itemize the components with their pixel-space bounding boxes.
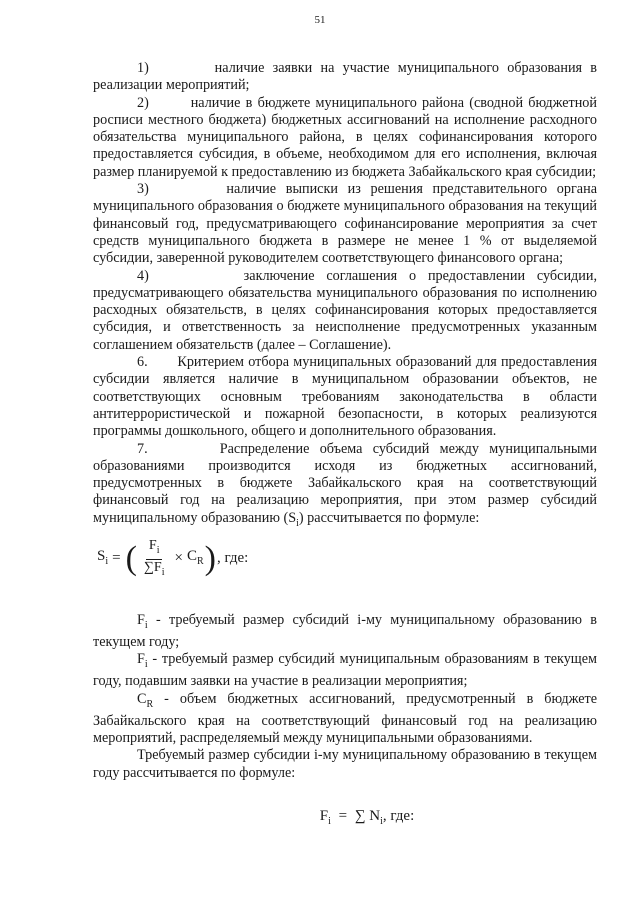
formula-equals: = — [112, 550, 121, 567]
document-body — [93, 60, 597, 830]
definition-fi: $F_i$ - требуемый размер субсидий i-му муниципальному образованию в текущем году; — [93, 611, 597, 650]
page-number: 51 — [314, 14, 326, 26]
paragraph-item-7-text: 7. Распределение объема субсидий между муниципальными образованиями производится исходя из бюджетных ассигнований, предусмотренных в бюджете Забайкальского края на соответствующий финансовый год на реализацию мероприятия, при этом размер субсидий муниципальному образованию (S — [93, 440, 597, 526]
formula-tail: , где: — [216, 550, 249, 567]
formula-required-size: $F_i$ = ∑ $N_i$, где: — [319, 808, 415, 827]
formula-numerator: $F_i$ — [146, 538, 163, 560]
formula-denominator: $\sum F_i$ — [143, 559, 165, 578]
formula-lhs: $S_i$ — [97, 547, 109, 567]
formula-subsidy — [93, 536, 597, 586]
formula-fraction — [141, 538, 168, 581]
definition-cr: $C_R$ - объем бюджетных ассигнований, предусмотренный в бюджете Забайкальского края на соответствующий финансовый год на реализацию мероприятий, распределяемый между муниципальными образованиями. — [93, 690, 597, 747]
formula-paren-left: ( — [125, 540, 137, 578]
paragraph-condition-2: 2) наличие в бюджете муниципального района (сводной бюджетной росписи местного бюджета) бюджетных ассигнований на исполнение расходного обязательства муниципального района, в целях софинансирования которого предоставляется субсидия, в объеме, необходимом для его исполнения, включая размер планируемой к предоставлению из бюджета Забайкальского края субсидии; — [93, 94, 597, 180]
paragraph-closing: Требуемый размер субсидии i-му муниципальному образованию в текущем году рассчитывается по формуле: — [93, 747, 597, 781]
paragraph-condition-4: 4) заключение соглашения о предоставлении субсидии, предусматривающего обязательства муниципального образования по исполнению расходных обязательств, в целях софинансирования которых предоставляется субсидия, и ответственность за неисполнение предусмотренных указанным соглашением обязательств (далее – Соглашение). — [93, 267, 597, 353]
subscript-i: i — [296, 517, 299, 529]
formula-times: × — [174, 550, 183, 567]
definition-sum-fi: $F_i$ - требуемый размер субсидий муниципальным образованиям в текущем году, подавшим заявки на участие в реализации мероприятия; — [93, 651, 597, 690]
paragraph-condition-1: 1) наличие заявки на участие муниципального образования в реализации мероприятий; — [93, 60, 597, 94]
paragraph-condition-3: 3) наличие выписки из решения представительного органа муниципального образования о бюджете муниципального образования на текущий финансовый год, предусматривающего софинансирование мероприятия за счет средств муниципального бюджета в размере не менее 1 % от выделяемой субсидии, заверенной руководителем соответствующего финансового органа; — [93, 181, 597, 267]
formula-paren-right: ) — [204, 540, 216, 578]
paragraph-item-7 — [93, 441, 597, 532]
formula-cr: $C_R$ — [186, 547, 204, 567]
paragraph-item-7-tail: ) рассчитывается по формуле: — [298, 509, 480, 526]
paragraph-item-6: 6. Критерием отбора муниципальных образований для предоставления субсидии является наличие в муниципальном образовании объектов, не соответствующих основным требованиям законодательства в области антитеррористической и пожарной безопасности, в которых реализуются программы дошкольного, общего и дополнительного образования. — [93, 354, 597, 440]
